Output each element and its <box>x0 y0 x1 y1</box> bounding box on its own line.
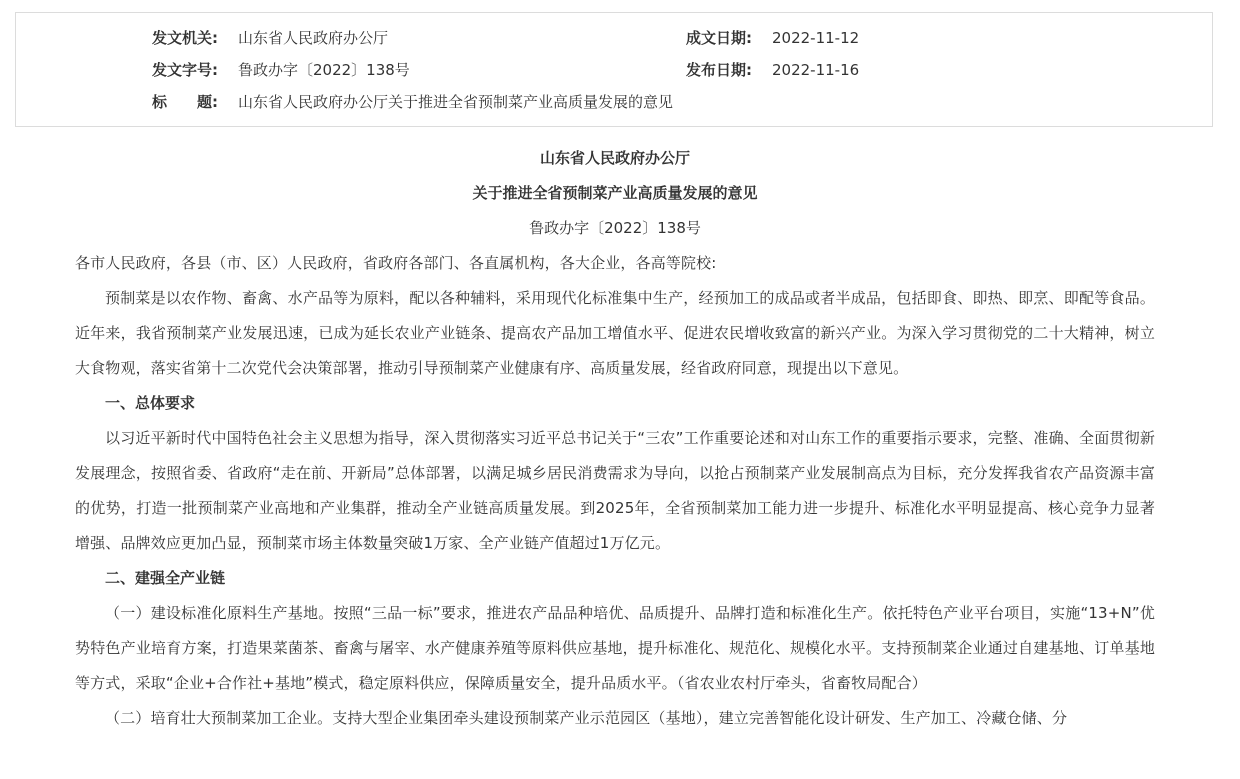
document-metadata-box <box>15 12 1213 127</box>
issuer-label: 发文机关: <box>152 29 218 47</box>
issuer-value: 山东省人民政府办公厅 <box>238 29 389 47</box>
section-heading-general-requirements: 一、总体要求 <box>105 394 196 412</box>
intro-paragraph: 预制菜是以农作物、畜禽、水产品等为原料，配以各种辅料，采用现代化标准集中生产，经预加工的成品或者半成品，包括即食、即热、即烹、即配等食品。近年来，我省预制菜产业发展迅速，已成为延长农业产业链条、提高农产品加工增值水平、促进农民增收致富的新兴产业。为深入学习贯彻党的二十大精神，树立大食物观，落实省第十二次党代会决策部署，推动引导预制菜产业健康有序、高质量发展，经省政府同意，现提出以下意见。 <box>75 289 1155 377</box>
item-processing-enterprises: （二）培育壮大预制菜加工企业。支持大型企业集团牵头建设预制菜产业示范园区（基地），建立完善智能化设计研发、生产加工、冷藏仓储、分 <box>105 709 1068 727</box>
document-title: 关于推进全省预制菜产业高质量发展的意见 <box>472 184 758 202</box>
date-written-row <box>686 25 859 51</box>
doc-number-row <box>152 57 410 83</box>
general-requirements-paragraph: 以习近平新时代中国特色社会主义思想为指导，深入贯彻落实习近平总书记关于“三农”工作重要论述和对山东工作的重要指示要求，完整、准确、全面贯彻新发展理念，按照省委、省政府“走在前、开新局”总体部署，以满足城乡居民消费需求为导向，以抢占预制菜产业发展制高点为目标，充分发挥我省农产品资源丰富的优势，打造一批预制菜产业高地和产业集群，推动全产业链高质量发展。到2025年，全省预制菜加工能力进一步提升、标准化水平明显提高、核心竞争力显著增强、品牌效应更加凸显，预制菜市场主体数量突破1万家、全产业链产值超过1万亿元。 <box>75 429 1155 552</box>
title-label: 标 题: <box>152 93 218 111</box>
issuing-organization: 山东省人民政府办公厅 <box>539 149 690 167</box>
doc-number-label: 发文字号: <box>152 61 218 79</box>
document-body <box>75 141 1155 736</box>
issuer-row <box>152 25 388 51</box>
date-written-label: 成文日期: <box>686 29 752 47</box>
date-published-row <box>686 57 859 83</box>
section-heading-industry-chain: 二、建强全产业链 <box>105 569 226 587</box>
title-value: 山东省人民政府办公厅关于推进全省预制菜产业高质量发展的意见 <box>238 93 674 111</box>
title-row <box>152 89 673 115</box>
document-number: 鲁政办字〔2022〕138号 <box>529 219 701 237</box>
date-written-value: 2022-11-12 <box>772 29 860 47</box>
doc-number-value: 鲁政办字〔2022〕138号 <box>238 61 410 79</box>
salutation: 各市人民政府，各县（市、区）人民政府，省政府各部门、各直属机构，各大企业，各高等院校: <box>75 254 717 272</box>
date-published-label: 发布日期: <box>686 61 752 79</box>
date-published-value: 2022-11-16 <box>772 61 860 79</box>
item-raw-material-base: （一）建设标准化原料生产基地。按照“三品一标”要求，推进农产品品种培优、品质提升、品牌打造和标准化生产。依托特色产业平台项目，实施“13+N”优势特色产业培育方案，打造果菜菌茶、畜禽与屠宰、水产健康养殖等原料供应基地，提升标准化、规范化、规模化水平。支持预制菜企业通过自建基地、订单基地等方式，采取“企业+合作社+基地”模式，稳定原料供应，保障质量安全，提升品质水平。（省农业农村厅牵头，省畜牧局配合） <box>75 604 1155 692</box>
